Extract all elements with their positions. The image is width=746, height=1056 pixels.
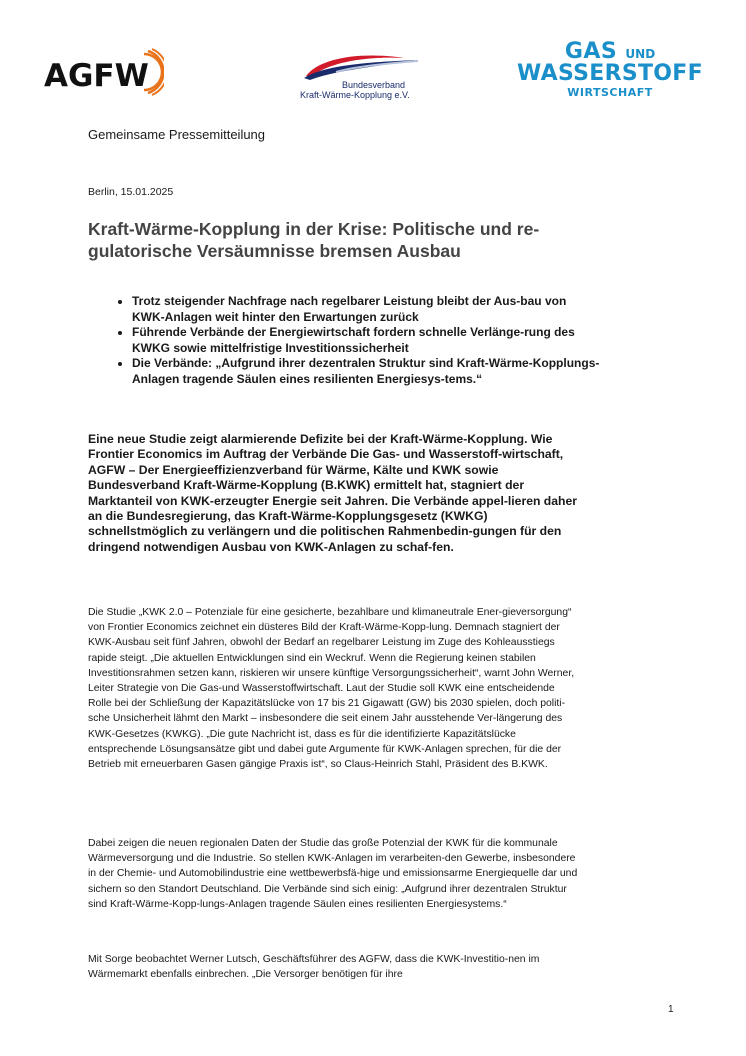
bkwk-swoosh-graphic — [296, 50, 428, 80]
gas-logo-wasserstoff: WASSERSTOFF — [517, 61, 703, 86]
lead-paragraph: Eine neue Studie zeigt alarmierende Defizite bei der Kraft-Wärme-Kopplung. Wie Frontier Economics im Auftrag der Verbände Die Gas- und Wasserstoff-wirtschaft, AGFW – Der Energieeffizienzverband für Wärme, Kälte und KWK sowie Bundesverband Kraft-Wärme-Kopplung (B.KWK) ermittelt hat, stagniert der Marktanteil von KWK-erzeugter Energie seit Jahren. Die Verbände appel-lieren daher an die Bundesregierung, das Kraft-Wärme-Kopplungsgesetz (KWKG) schnellstmöglich zu verlängern und die politischen Rahmenbedin-gungen für den dringend notwendigen Ausbau von KWK-Anlagen zu schaf-fen. — [88, 432, 577, 554]
gas-logo-und: UND — [625, 47, 656, 61]
bkwk-logo-line1: Bundesverband — [342, 80, 406, 90]
agfw-logo-graphic — [44, 48, 164, 96]
agfw-logo — [44, 48, 164, 96]
body-paragraph: Dabei zeigen die neuen regionalen Daten der Studie das große Potenzial der KWK für die kommunale Wärmeversorgung und die Industrie. So stellen KWK-Anlagen im verarbeiten-den Gewerbe, insbesondere in der Chemie- und Automobilindustrie eine wettbewerbsfä-hige und emissionsarme Energiequelle dar und sichern so den Standort Deutschland. Die Verbände sind sich einig: „Aufgrund ihrer dezentralen Struktur sind Kraft-Wärme-Kopp-lungs-Anlagen tragende Säulen eines resilienten Energiesystems.“ — [88, 838, 578, 910]
bkwk-logo — [296, 50, 428, 100]
bullet-item: • Führende Verbände der Energiewirtschaft fordern schnelle Verlänge-rung des KWKG sowie mittelfristige Investitionssicherheit — [132, 325, 602, 356]
headline: Kraft-Wärme-Kopplung in der Krise: Politische und re-gulatorische Versäumnisse bremsen Ausbau — [88, 219, 540, 261]
body-paragraph: Mit Sorge beobachtet Werner Lutsch, Geschäftsführer des AGFW, dass die KWK-Investitio-nen im Wärmemarkt ebenfalls einbrechen. „Die Versorger benötigen für ihre — [88, 954, 540, 981]
agfw-logo-text: AGFW — [44, 58, 149, 94]
bkwk-logo-line2: Kraft-Wärme-Kopplung e.V. — [300, 90, 410, 100]
gas-logo-main: GAS — [564, 39, 618, 64]
date-line: Berlin, 15.01.2025 — [88, 186, 174, 198]
gas-logo-wirtschaft: WIRTSCHAFT — [567, 86, 653, 99]
body-paragraph: Die Studie „KWK 2.0 – Potenziale für eine gesicherte, bezahlbare und klimaneutrale Ener-gieversorgung“ von Frontier Economics zeichnet ein düsteres Bild der Kraft-Wärme-Kopp-lung. Demnach stagniert der KWK-Ausbau seit fünf Jahren, obwohl der Bedarf an regelbarer Leistung im Zuge des Kohleausstiegs rapide steigt. „Die aktuellen Entwicklungen sind ein Weckruf. Wenn die Regierung keinen stabilen Investitionsrahmen setzen kann, riskieren wir unsere künftige Versorgungssicherheit“, warnt John Werner, Leiter Strategie von Die Gas-und Wasserstoffwirtschaft. Laut der Studie soll KWK eine entscheidende Rolle bei der Schließung der Kapazitätslücke von 17 bis 21 Gigawatt (GW) bis 2030 spielen, doch politi-sche Unsicherheit lähmt den Markt – insbesondere die seit einem Jahr ausstehende Ver-längerung des KWK-Gesetzes (KWKG). „Die gute Nachricht ist, dass es für die identifizierte Kapazitätslücke entsprechende Lösungsansätze gibt und dabei gute Argumente für KWK-Anlagen sprechen, für die der Betrieb mit erneuerbaren Gasen gängige Praxis ist“, so Claus-Heinrich Stahl, Präsident des B.KWK. — [88, 607, 575, 771]
document-type: Gemeinsame Pressemitteilung — [88, 127, 266, 142]
page-number: 1 — [668, 1004, 674, 1015]
bullet-item: • Die Verbände: „Aufgrund ihrer dezentralen Struktur sind Kraft-Wärme-Kopplungs-Anlagen tragende Säulen eines resilienten Energiesys-tems.“ — [132, 356, 602, 387]
bullet-item: • Trotz steigender Nachfrage nach regelbarer Leistung bleibt der Aus-bau von KWK-Anlagen weit hinter den Erwartungen zurück — [132, 294, 602, 325]
summary-bullets — [110, 294, 602, 388]
gas-wasserstoff-logo — [515, 40, 705, 102]
